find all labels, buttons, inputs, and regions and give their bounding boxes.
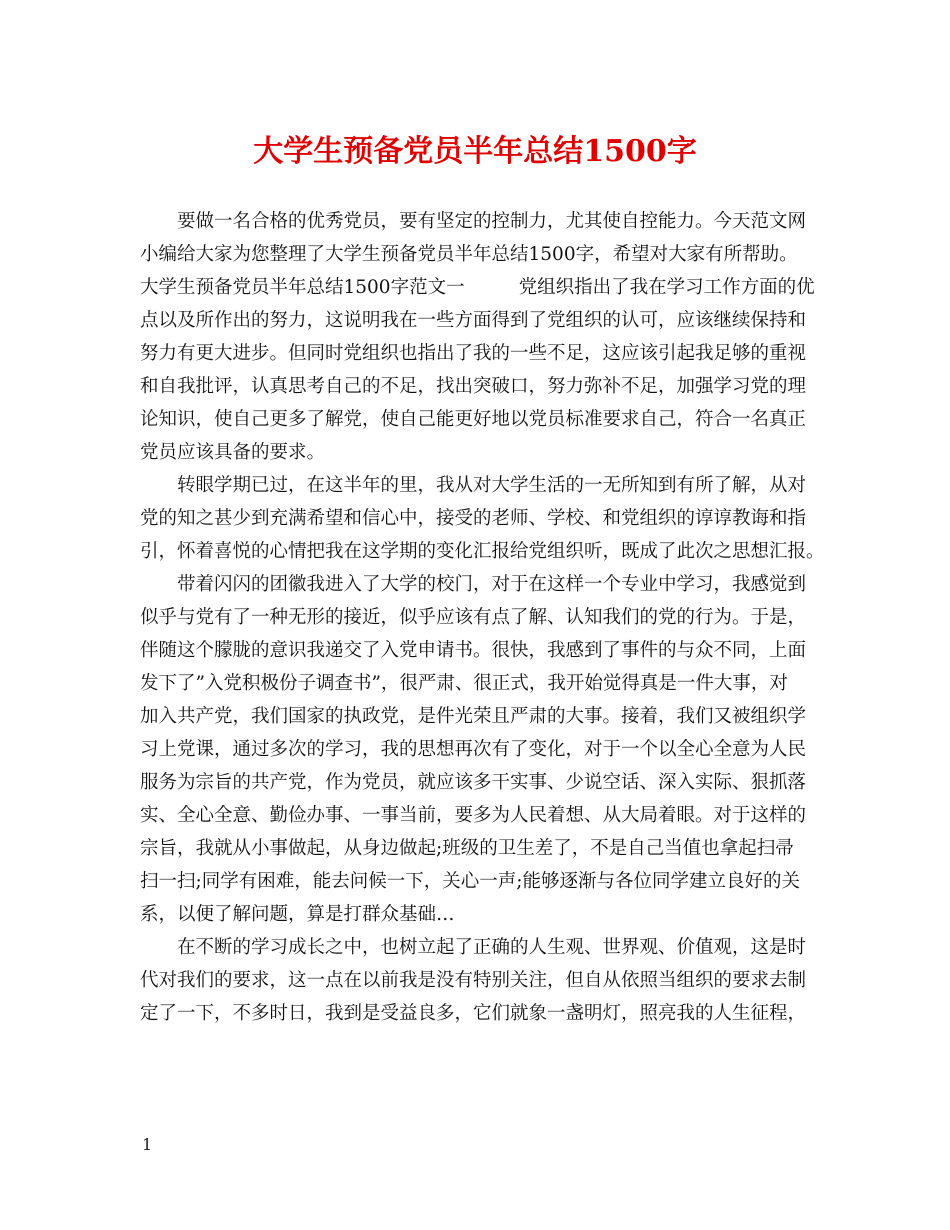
text-line: 论知识，使自己更多了解党，使自己能更好地以党员标准要求自己，符合一名真正 (140, 409, 807, 430)
text-line (140, 271, 820, 304)
text-run: 党组织指出了我在学习工作方面的优 (518, 277, 815, 298)
text-line: 加入共产党，我们国家的执政党，是件光荣且严肃的大事。接着，我们又被组织学 (140, 706, 807, 727)
text-line: 习上党课，通过多次的学习，我的思想再次有了变化，对于一个以全心全意为人民 (140, 739, 807, 760)
text-line: 服务为宗旨的共产党，作为党员，就应该多干实事、少说空话、深入实际、狠抓落 (140, 772, 807, 793)
text-line: 小编给大家为您整理了大学生预备党员半年总结1500字，希望对大家有所帮助。 (140, 244, 798, 265)
text-line: 转眼学期已过，在这半年的里，我从对大学生活的一无所知到有所了解，从对 (177, 475, 807, 496)
text-line: 实、全心全意、勤俭办事、一事当前，要多为人民着想、从大局着眼。对于这样的 (140, 805, 807, 826)
text-line: 带着闪闪的团徽我进入了大学的校门，对于在这样一个专业中学习，我感觉到 (177, 574, 807, 595)
text-line: 定了一下，不多时日，我到是受益良多，它们就象一盏明灯，照亮我的人生征程， (140, 1003, 807, 1024)
text-line: 努力有更大进步。但同时党组织也指出了我的一些不足，这应该引起我足够的重视 (140, 343, 807, 364)
document-body (140, 205, 825, 1030)
text-line: 发下了”入党积极份子调查书”，很严肃、很正式，我开始觉得真是一件大事，对 (140, 673, 788, 694)
text-line: 宗旨，我就从小事做起，从身边做起;班级的卫生差了，不是自己当值也拿起扫帚 (140, 838, 794, 859)
text-line: 引，怀着喜悦的心情把我在这学期的变化汇报给党组织听，既成了此次之思想汇报。 (140, 541, 825, 562)
text-line: 在不断的学习成长之中，也树立起了正确的人生观、世界观、价值观，这是时 (177, 937, 807, 958)
text-line: 系，以便了解问题，算是打群众基础… (140, 904, 455, 925)
text-line: 似乎与党有了一种无形的接近，似乎应该有点了解、认知我们的党的行为。于是， (140, 607, 807, 628)
section-heading: 大学生预备党员半年总结1500字范文一 (140, 277, 465, 298)
text-line: 党员应该具备的要求。 (140, 442, 326, 463)
text-line: 点以及所作出的努力，这说明我在一些方面得到了党组织的认可，应该继续保持和 (140, 310, 807, 331)
text-line: 代对我们的要求，这一点在以前我是没有特别关注，但自从依照当组织的要求去制 (140, 970, 807, 991)
page-number: 1 (142, 1135, 153, 1154)
text-line: 伴随这个朦胧的意识我递交了入党申请书。很快，我感到了事件的与众不同，上面 (140, 640, 807, 661)
document-title: 大学生预备党员半年总结1500字 (253, 134, 697, 169)
text-line: 要做一名合格的优秀党员，要有坚定的控制力，尤其使自控能力。今天范文网 (177, 211, 807, 232)
text-line: 党的知之甚少到充满希望和信心中，接受的老师、学校、和党组织的谆谆教诲和指 (140, 508, 807, 529)
text-line: 扫一扫;同学有困难，能去问候一下，关心一声;能够逐渐与各位同学建立良好的关 (140, 871, 800, 892)
text-line: 和自我批评，认真思考自己的不足，找出突破口，努力弥补不足，加强学习党的理 (140, 376, 807, 397)
